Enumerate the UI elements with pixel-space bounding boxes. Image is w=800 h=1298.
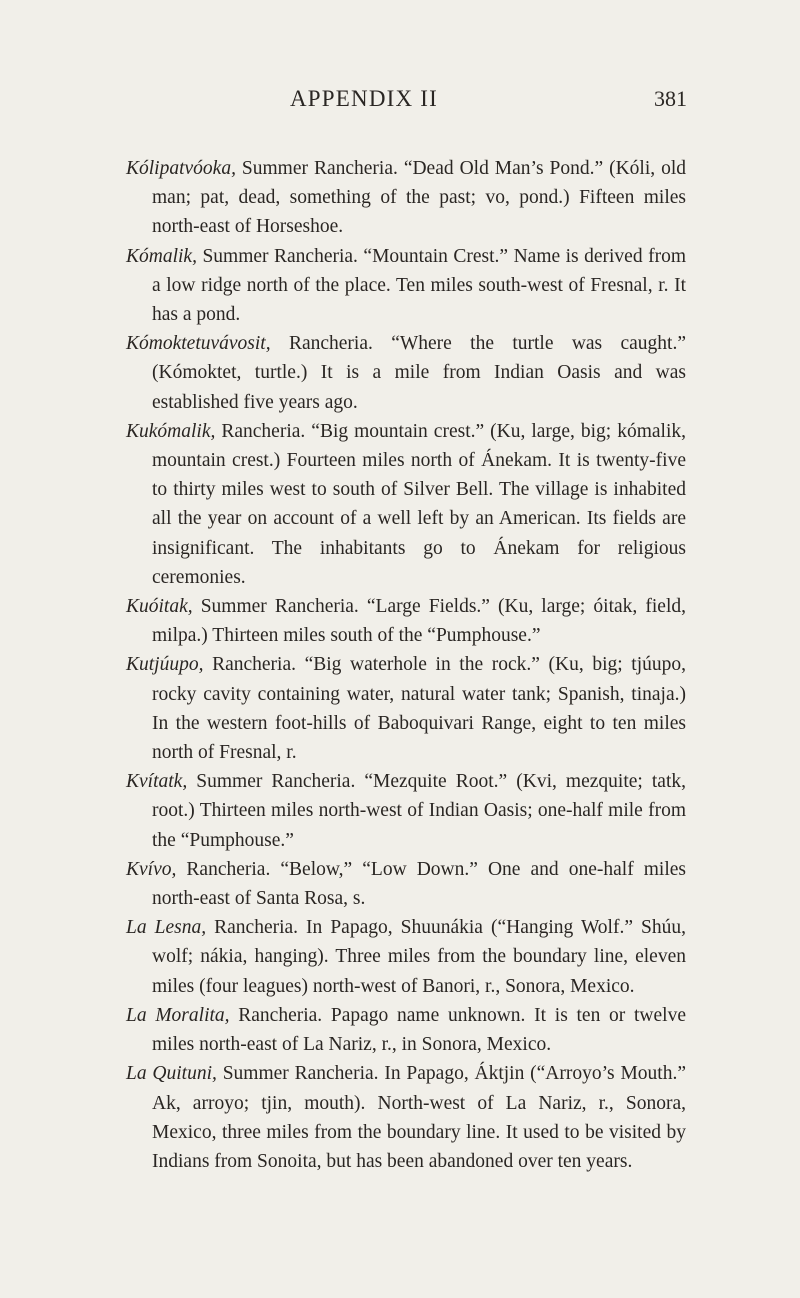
entry-body: Rancheria. “Big waterhole in the rock.” (Ku, big; tjúupo, rocky cavity containing water, natural water tank; Spanish, tinaja.) In the western foot-hills of Baboquivari Range, eight to ten miles north of Fresnal, r. [152,654,686,764]
entry-kvivo [126,855,686,913]
entry-kvitatk [126,767,686,855]
entry-kutjuupo [126,650,686,767]
page-number: 381 [654,86,687,111]
entry-body: Summer Rancheria. “Dead Old Man’s Pond.” (Kóli, old man; pat, dead, something of the past; vo, pond.) Fifteen miles north-east of Horseshoe. [152,158,686,238]
entry-body: Rancheria. “Below,” “Low Down.” One and one-half miles north-east of Santa Rosa, s. [152,858,686,910]
entry-headword: Kvívo, [126,858,177,880]
entry-komalik [126,242,686,330]
running-head-title: APPENDIX II [290,86,438,111]
entry-headword: Kuóitak, [126,596,193,618]
entry-headword: La Moralita, [126,1004,230,1026]
entry-kolipatvooka [126,154,686,242]
entry-kukomalik [126,417,686,592]
entry-la-lesna [126,913,686,1001]
entry-kuoitak [126,592,686,650]
entry-headword: La Lesna, [126,917,207,939]
entry-headword: Kvítatk, [126,771,188,793]
entry-body: Rancheria. “Where the turtle was caught.” (Kómoktet, turtle.) It is a mile from Indian Oasis and was established five years ago. [152,333,686,413]
entry-body: Summer Rancheria. “Mountain Crest.” Name is derived from a low ridge north of the place. Ten miles south-west of Fresnal, r. It has a pond. [152,245,686,326]
entry-komoktetuvavosit [126,329,686,417]
entry-headword: Kómoktetuvávosit, [126,333,271,355]
entry-body: Rancheria. “Big mountain crest.” (Ku, large, big; kómalik, mountain crest.) Fourteen miles north of Ánekam. It is twenty-five to thirty miles west to south of Silver Bell. The village is inhabited all the year on account of a well left by an American. Its fields are insignificant. The inhabitants go to Ánekam for religious ceremonies. [152,420,686,588]
entry-headword: La Quituni, [126,1063,217,1085]
entry-la-moralita [126,1001,686,1059]
entry-body: Summer Rancheria. In Papago, Áktjin (“Arroyo’s Mouth.” Ak, arroyo; tjin, mouth). North-west of La Nariz, r., Sonora, Mexico, three miles from the boundary line. It used to be visited by Indians from Sonoita, but has been abandoned over ten years. [152,1063,686,1172]
entry-headword: Kutjúupo, [126,654,204,676]
entry-body: Rancheria. Papago name unknown. It is ten or twelve miles north-east of La Nariz, r., in Sonora, Mexico. [152,1004,686,1056]
entry-headword: Kólipatvóoka, [126,158,236,179]
entry-la-quituni [126,1059,686,1176]
entry-headword: Kukómalik, [126,420,216,442]
entry-body: Summer Rancheria. “Mezquite Root.” (Kvi, mezquite; tatk, root.) Thirteen miles north-west of Indian Oasis; one-half mile from the “Pumphouse.” [152,771,686,851]
entry-body: Summer Rancheria. “Large Fields.” (Ku, large; óitak, field, milpa.) Thirteen miles south of the “Pumphouse.” [152,596,686,647]
glossary-entries [126,154,686,1176]
entry-headword: Kómalik, [126,245,197,267]
running-head [0,86,800,116]
entry-body: Rancheria. In Papago, Shuunákia (“Hanging Wolf.” Shúu, wolf; nákia, hanging). Three miles from the boundary line, eleven miles (four leagues) north-west of Banori, r., Sonora, Mexico. [152,917,687,997]
